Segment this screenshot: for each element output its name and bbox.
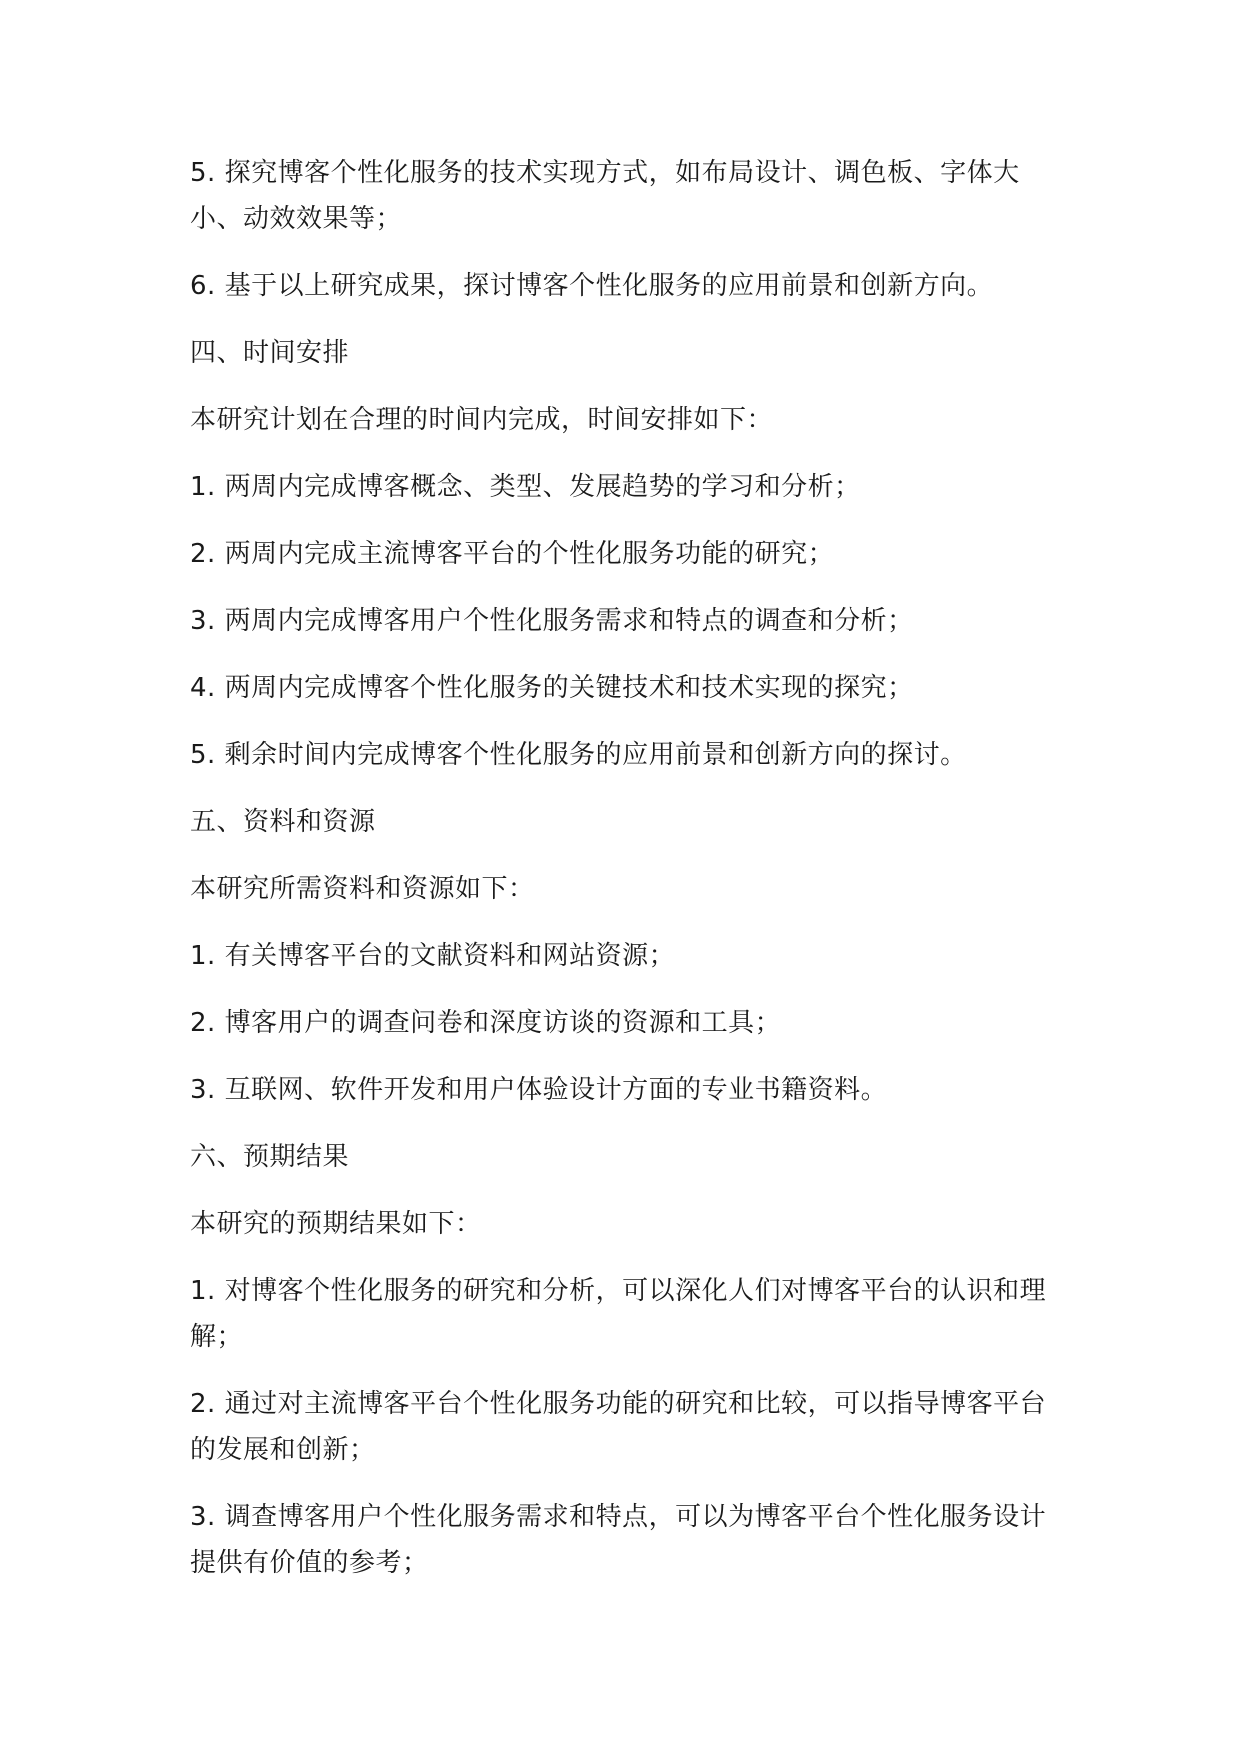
list-item: 2. 博客用户的调查问卷和深度访谈的资源和工具； <box>190 1008 782 1038</box>
section-heading-resources: 五、资料和资源 <box>190 807 376 837</box>
list-item: 2. 两周内完成主流博客平台的个性化服务功能的研究； <box>190 539 835 569</box>
list-item: 1. 有关博客平台的文献资料和网站资源； <box>190 941 676 971</box>
paragraph-item-5-tech: 5. 探究博客个性化服务的技术实现方式，如布局设计、调色板、字体大小、动效效果等； <box>190 158 1020 234</box>
list-item: 5. 剩余时间内完成博客个性化服务的应用前景和创新方向的探讨。 <box>190 740 967 770</box>
paragraph-results-intro: 本研究的预期结果如下： <box>190 1209 482 1239</box>
section-heading-schedule: 四、时间安排 <box>190 338 350 368</box>
paragraph-item-6-prospect: 6. 基于以上研究成果，探讨博客个性化服务的应用前景和创新方向。 <box>190 271 994 301</box>
list-item: 1. 两周内完成博客概念、类型、发展趋势的学习和分析； <box>190 472 861 502</box>
list-item: 2. 通过对主流博客平台个性化服务功能的研究和比较，可以指导博客平台的发展和创新； <box>190 1389 1047 1465</box>
paragraph-schedule-intro: 本研究计划在合理的时间内完成，时间安排如下： <box>190 405 774 435</box>
list-item: 1. 对博客个性化服务的研究和分析，可以深化人们对博客平台的认识和理解； <box>190 1276 1047 1352</box>
list-item: 3. 两周内完成博客用户个性化服务需求和特点的调查和分析； <box>190 606 914 636</box>
list-item: 4. 两周内完成博客个性化服务的关键技术和技术实现的探究； <box>190 673 914 703</box>
list-item: 3. 调查博客用户个性化服务需求和特点，可以为博客平台个性化服务设计提供有价值的参考； <box>190 1502 1047 1578</box>
section-heading-expected-results: 六、预期结果 <box>190 1142 350 1172</box>
list-item: 3. 互联网、软件开发和用户体验设计方面的专业书籍资料。 <box>190 1075 888 1105</box>
document-page <box>190 150 1050 1607</box>
paragraph-resources-intro: 本研究所需资料和资源如下： <box>190 874 535 904</box>
